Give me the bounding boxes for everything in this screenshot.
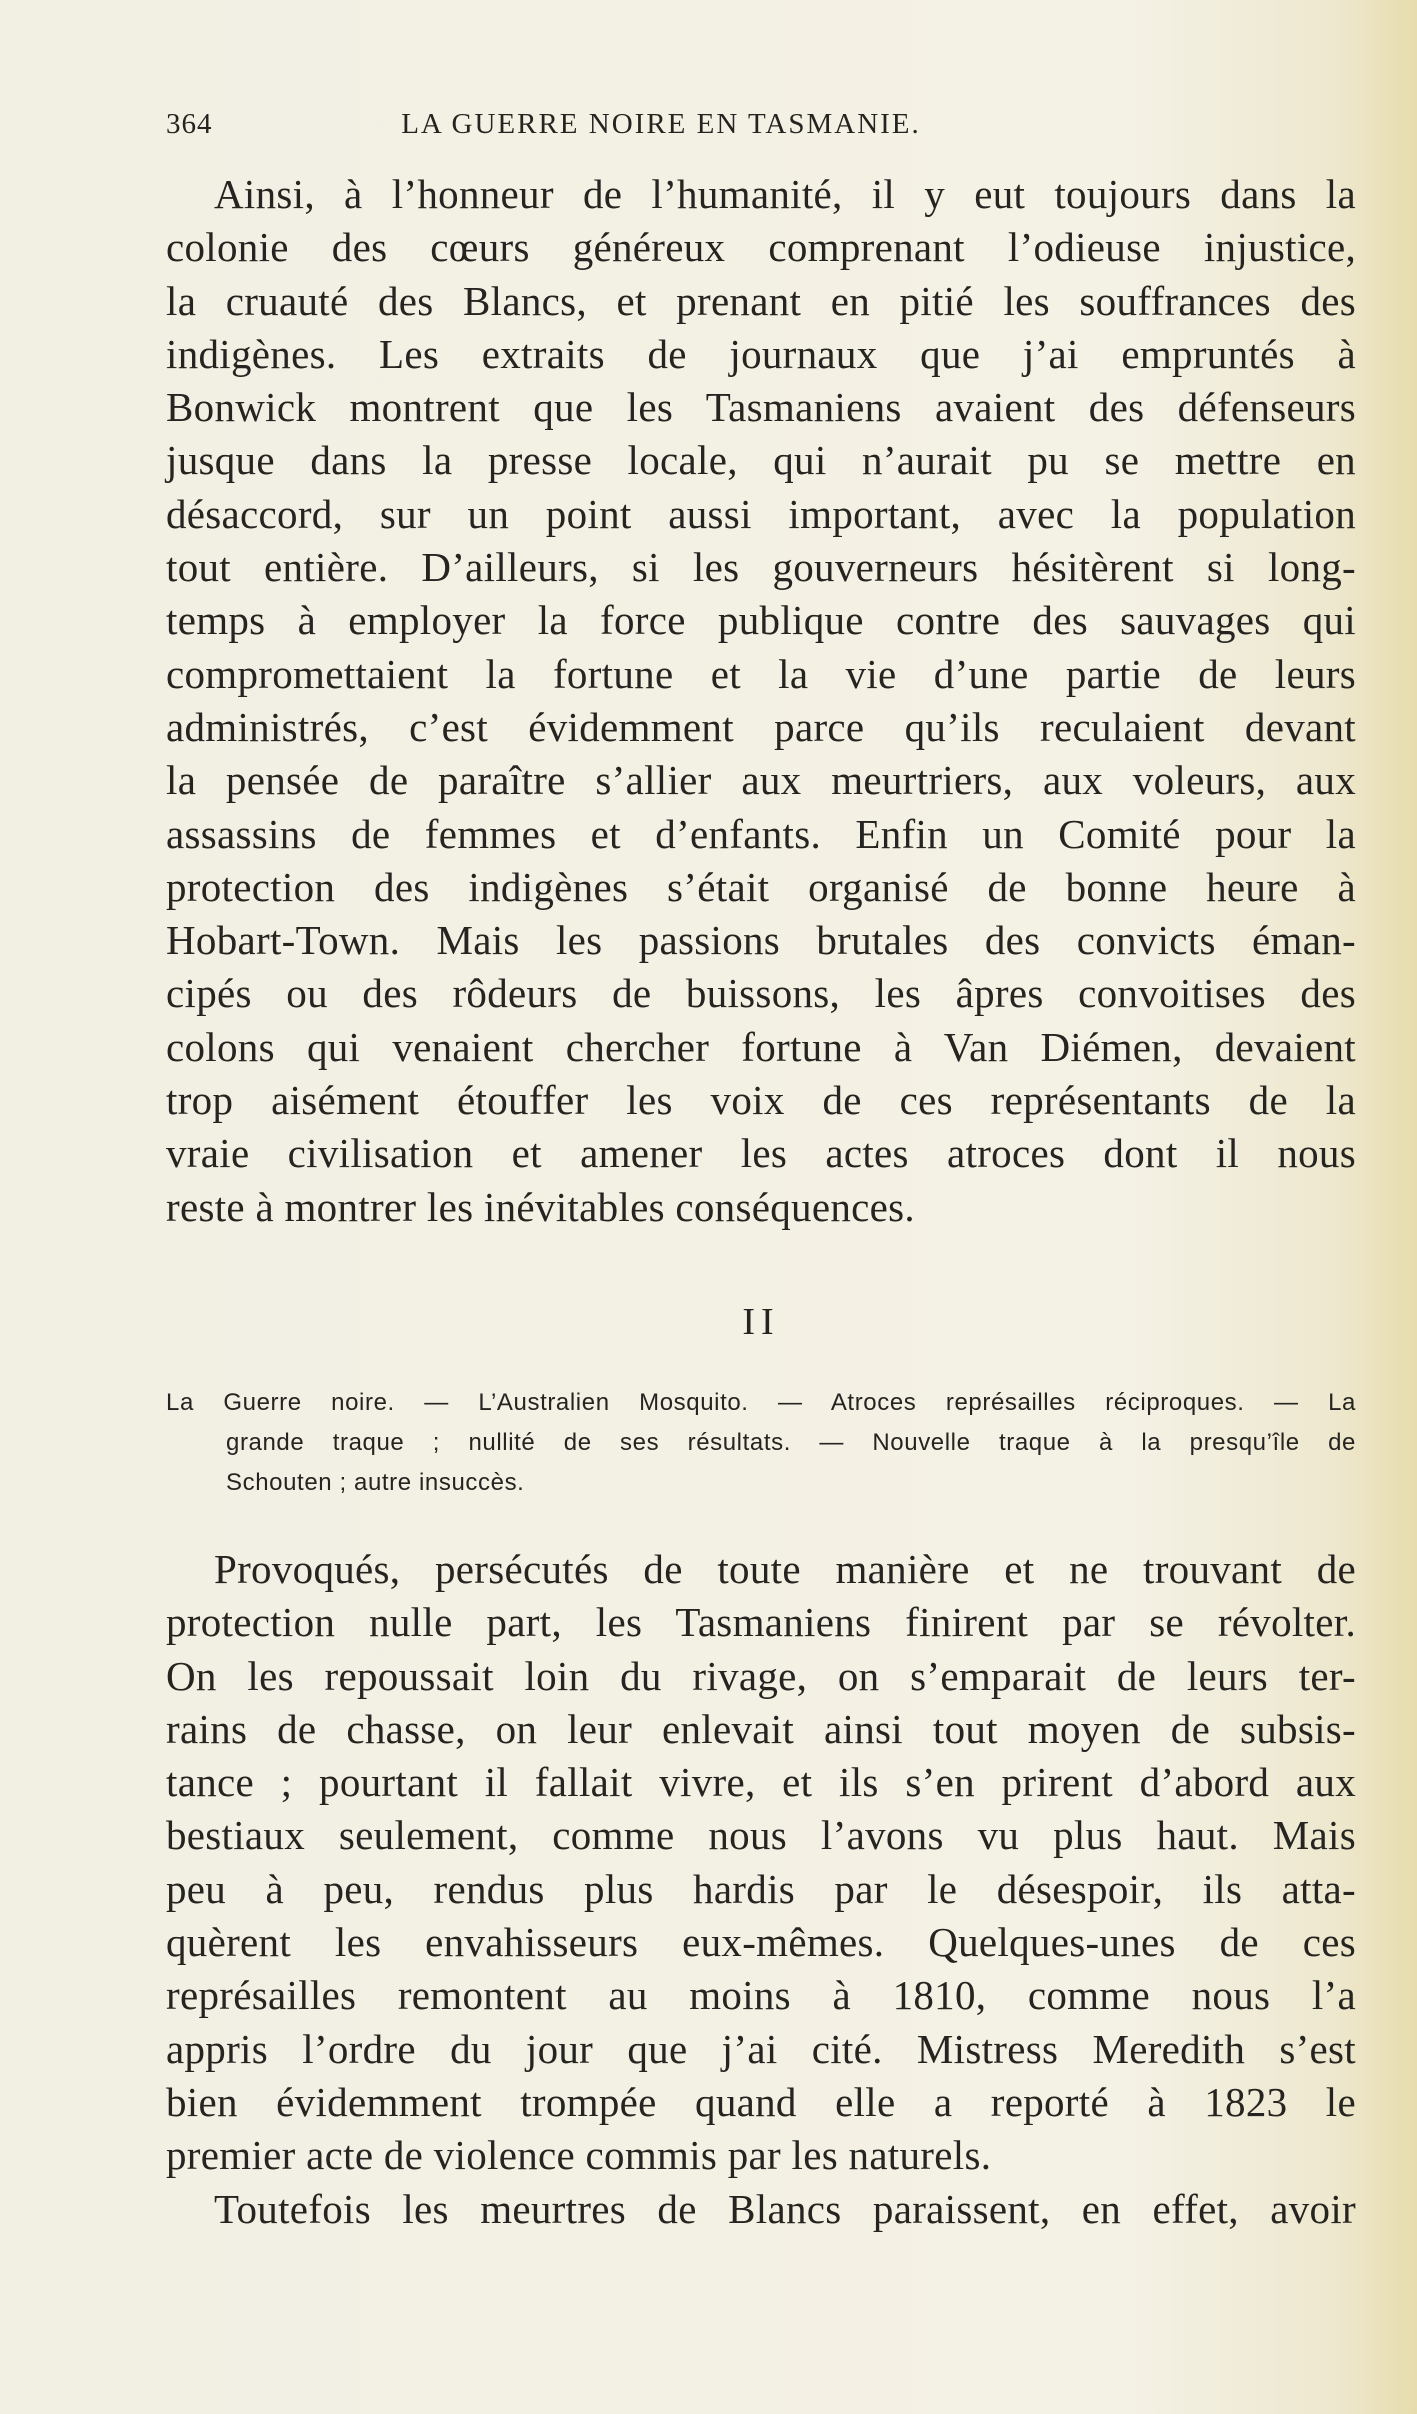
text-line: compromettaient la fortune et la vie d’une partie de leurs	[166, 650, 1356, 697]
text-line: cipés ou des rôdeurs de buissons, les âpres convoitises des	[166, 970, 1356, 1017]
text-line: bestiaux seulement, comme nous l’avons vu plus haut. Mais	[166, 1812, 1356, 1859]
text-line: la pensée de paraître s’allier aux meurtriers, aux voleurs, aux	[166, 757, 1356, 804]
text-line: premier acte de violence commis par les naturels.	[166, 2132, 992, 2179]
text-line: désaccord, sur un point aussi important, avec la population	[166, 490, 1356, 537]
text-line: Hobart-Town. Mais les passions brutales des convicts éman-	[166, 917, 1356, 964]
text-line: appris l’ordre du jour que j’ai cité. Mistress Meredith s’est	[166, 2025, 1356, 2072]
text-line: vraie civilisation et amener les actes atroces dont il nous	[166, 1130, 1356, 1177]
section-number: II	[742, 1301, 780, 1343]
text-line: On les repoussait loin du rivage, on s’emparait de leurs ter-	[166, 1652, 1356, 1699]
text-line: jusque dans la presse locale, qui n’aurait pu se mettre en	[166, 437, 1356, 484]
text-line: protection nulle part, les Tasmaniens finirent par se révolter.	[166, 1599, 1356, 1646]
text-line: tance ; pourtant il fallait vivre, et ils s’en prirent d’abord aux	[166, 1759, 1356, 1806]
text-line: colonie des cœurs généreux comprenant l’odieuse injustice,	[166, 224, 1356, 271]
paragraph-1	[166, 168, 1356, 1234]
text-line: trop aisément étouffer les voix de ces représentants de la	[166, 1077, 1356, 1124]
text-line: peu à peu, rendus plus hardis par le désespoir, ils atta-	[166, 1865, 1356, 1912]
page-number: 364	[166, 108, 213, 140]
text-line: Bonwick montrent que les Tasmaniens avaient des défenseurs	[166, 384, 1356, 431]
text-line: tout entière. D’ailleurs, si les gouverneurs hésitèrent si long-	[166, 544, 1356, 591]
text-line: assassins de femmes et d’enfants. Enfin un Comité pour la	[166, 810, 1356, 857]
running-title: LA GUERRE NOIRE EN TASMANIE.	[401, 108, 921, 140]
running-head	[166, 108, 1356, 148]
text-line: représailles remontent au moins à 1810, comme nous l’a	[166, 1972, 1356, 2019]
paragraph-2	[166, 1543, 1356, 2183]
text-line: indigènes. Les extraits de journaux que j’ai empruntés à	[166, 330, 1356, 377]
text-line: Ainsi, à l’honneur de l’humanité, il y eut toujours dans la	[214, 171, 1356, 217]
summary-line: Schouten ; autre insuccès.	[226, 1469, 525, 1496]
text-line: reste à montrer les inévitables conséquences.	[166, 1183, 915, 1230]
section-summary	[166, 1383, 1356, 1503]
paragraph-3	[166, 2183, 1356, 2236]
text-line: quèrent les envahisseurs eux-mêmes. Quelques-unes de ces	[166, 1919, 1356, 1966]
text-line: la cruauté des Blancs, et prenant en pitié les souffrances des	[166, 277, 1356, 324]
summary-line: La Guerre noire. — L’Australien Mosquito. — Atroces représailles réciproques. — La	[166, 1389, 1356, 1416]
text-line: bien évidemment trompée quand elle a reporté à 1823 le	[166, 2078, 1356, 2125]
text-line: rains de chasse, on leur enlevait ainsi tout moyen de subsis-	[166, 1705, 1356, 1752]
text-line: protection des indigènes s’était organisé de bonne heure à	[166, 863, 1356, 910]
text-line: Toutefois les meurtres de Blancs paraissent, en effet, avoir	[214, 2186, 1356, 2232]
text-line: administrés, c’est évidemment parce qu’ils reculaient devant	[166, 703, 1356, 750]
summary-line: grande traque ; nullité de ses résultats. — Nouvelle traque à la presqu’île de	[226, 1429, 1356, 1456]
text-line: colons qui venaient chercher fortune à Van Diémen, devaient	[166, 1023, 1356, 1070]
text-line: Provoqués, persécutés de toute manière et ne trouvant de	[214, 1546, 1356, 1592]
text-line: temps à employer la force publique contre des sauvages qui	[166, 597, 1356, 644]
